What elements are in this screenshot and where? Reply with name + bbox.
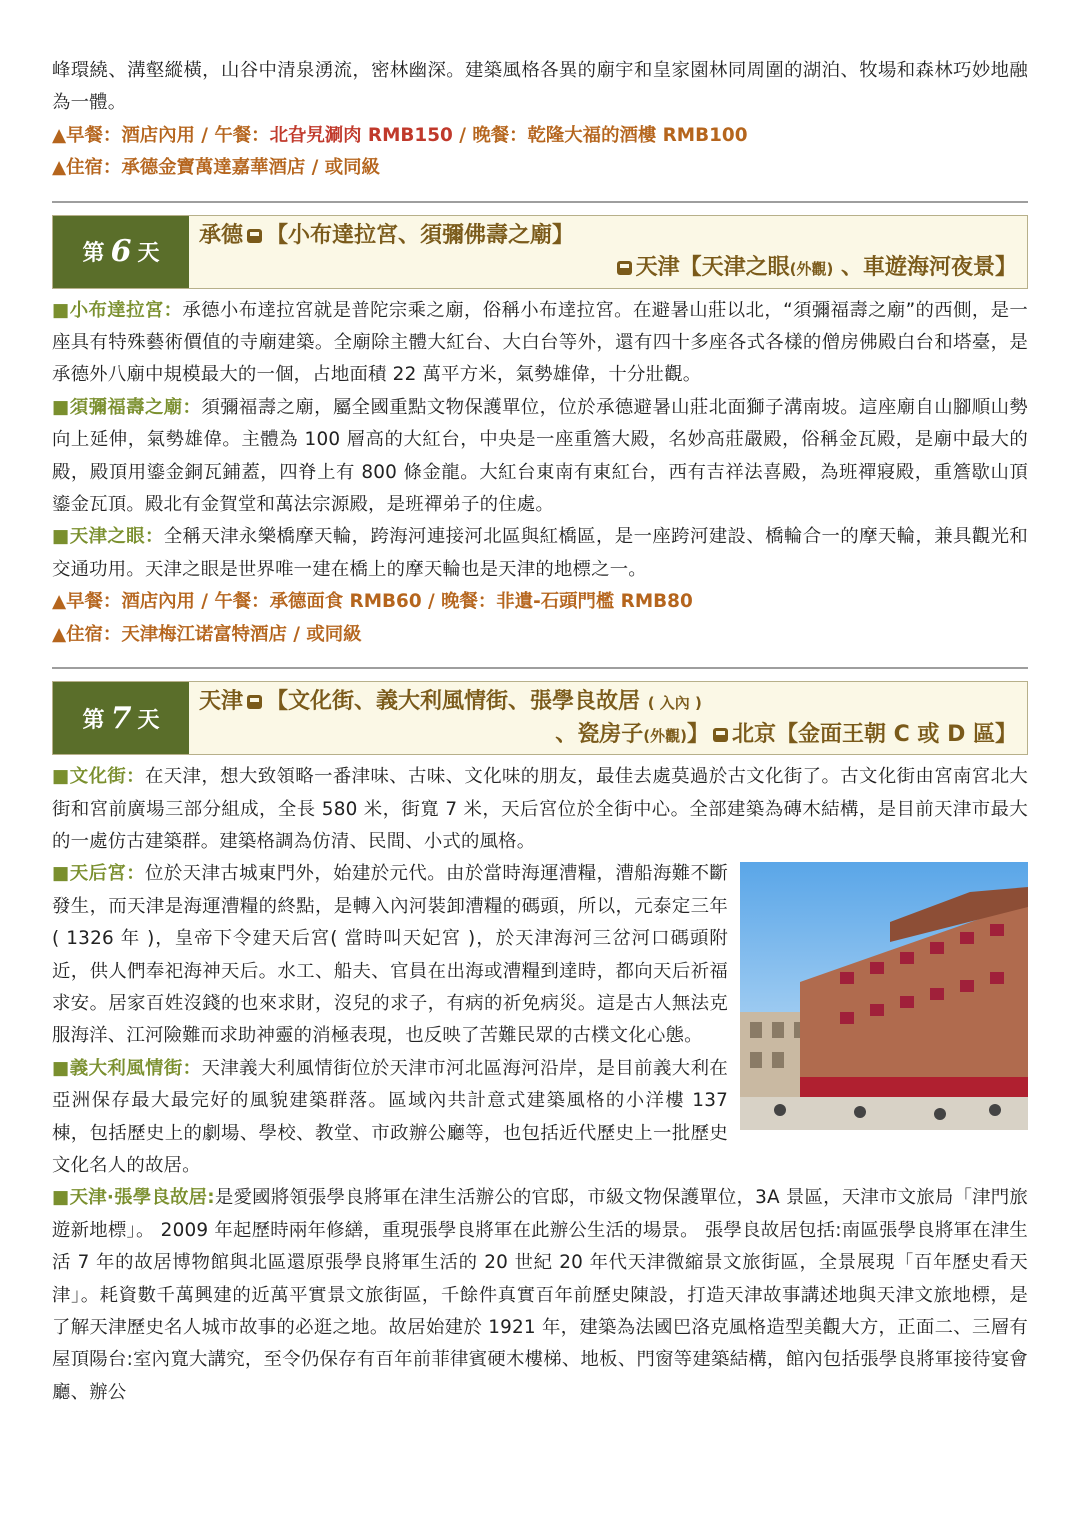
day7-title: 天津 【文化街、義大利風情街、張學良故居 ( 入內 ) 、瓷房子(外觀)】 北京【金面王朝 C 或 D 區】 bbox=[199, 689, 1017, 748]
lunch-highlight: 北旮旯涮肉 RMB150 bbox=[269, 124, 453, 146]
divider bbox=[52, 201, 1028, 203]
day7-item-zhang-residence: ■天津·張學良故居:是愛國將領張學良將軍在津生活辦公的官邸，市級文物保護單位，3A 景區，天津市文旅局「津門旅遊新地標」。 2009 年起歷時兩年修繕，重現張學良將軍在此辦公生活的場景。 張學良故居包括:南區張學良將軍在津生活 7 年的故居博物館與北區還原張學良將軍生活的 20 世紀 20 年代天津微縮景文旅街區，全景展現「百年歷史看天津」。耗資數千萬興建的近萬平實景文旅街區，千餘件真實百年前歷史陳設，打造天津故事講述地與天津文旅地標，是了解天津歷史名人城市故事的必逛之地。故居始建於 1921 年，建築為法國巴洛克風格造型美觀大方，正面二、三層有屋頂陽台:室內寬大講究，至令仍保存有百年前菲律賓硬木樓梯、地板、門窗等建築結構，館內包括張學良將軍接待宴會廳、辦公 bbox=[52, 1187, 1029, 1403]
day6-hotel: ▲住宿：天津梅江诺富特酒店 / 或同級 bbox=[52, 623, 362, 645]
itinerary-page bbox=[52, 55, 1028, 1409]
day6-item-xumi: ■須彌福壽之廟：須彌福壽之廟，屬全國重點文物保護單位，位於承德避暑山莊北面獅子溝南坡。這座廟自山腳順山勢向上延伸，氣勢雄偉。主體為 100 層高的大紅台，中央是一座重簷大殿，名妙高莊嚴殿，俗稱金瓦殿，是廟中最大的殿，殿頂用鎏金銅瓦鋪蓋，四脊上有 800 條金龍。大紅台東南有東紅台，西有吉祥法喜殿，為班禪寢殿，重簷歇山頂鎏金瓦頂。殿北有金賀堂和萬法宗源殿，是班禪弟子的住處。 bbox=[52, 396, 1028, 516]
day6-header bbox=[52, 215, 1028, 289]
italian-street-photo bbox=[740, 862, 1028, 1130]
intro-text: 峰環繞、溝壑縱橫，山谷中清泉湧流，密林幽深。建築風格各異的廟宇和皇家園林同周圍的湖泊、牧場和森林巧妙地融為一體。 bbox=[52, 60, 1028, 114]
bus-icon bbox=[247, 229, 262, 243]
bus-icon bbox=[713, 728, 728, 742]
day6-meals: ▲早餐：酒店內用 / 午餐：承德面食 RMB60 / 晚餐：非遺-石頭門檻 RMB80 bbox=[52, 591, 693, 613]
bus-icon bbox=[247, 695, 262, 709]
day7-header bbox=[52, 681, 1028, 755]
day6-title: 承德 【小布達拉宮、須彌佛壽之廟】 天津【天津之眼(外觀) 、車遊海河夜景】 bbox=[199, 222, 1017, 280]
day6-item-potala: ■小布達拉宮：承德小布達拉宮就是普陀宗乘之廟，俗稱小布達拉宮。在避暑山莊以北，“須彌福壽之廟”的西側，是一座具有特殊藝術價值的寺廟建築。全廟除主體大紅台、大白台等外，還有四十多座各式各樣的僧房佛殿白台和塔臺，是承德外八廟中規模最大的一個，占地面積 22 萬平方米，氣勢雄偉，十分壯觀。 bbox=[52, 299, 1028, 386]
day6-item-tianjin-eye: ■天津之眼：全稱天津永樂橋摩天輪，跨海河連接河北區與紅橋區，是一座跨河建設、橋輪合一的摩天輪，兼具觀光和交通功用。天津之眼是世界唯一建在橋上的摩天輪也是天津的地標之一。 bbox=[52, 526, 1029, 580]
day7-item-tianhou: ■天后宮：位於天津古城東門外，始建於元代。由於當時海運漕糧，漕船海難不斷發生，而天津是海運漕糧的終點，是轉入內河裝卸漕糧的碼頭，所以，元泰定三年( 1326 年 )，皇帝下令建天后宮( 當時叫天妃宮 )，於天津海河三岔河口碼頭附近，供人們奉祀海神天后。水工、船夫、官員在出海或漕糧到達時，都向天后祈福求安。居家百姓沒錢的也來求財，沒兒的求子，有病的祈免病災。這是古人無法克服海洋、江河險難而求助神靈的消極表現，也反映了苦難民眾的古樸文化心態。 bbox=[52, 863, 728, 1047]
day7-badge: 第 7 天 bbox=[53, 682, 189, 754]
day7-item-italian-street: ■義大利風情街：天津義大利風情街位於天津市河北區海河沿岸，是目前義大利在亞洲保存最大最完好的風貌建築群落。區域內共計意式建築風格的小洋樓 137 棟，包括歷史上的劇場、學校、教堂、市政辦公廳等，也包括近代歷史上一批歷史文化名人的故居。 bbox=[52, 1057, 728, 1176]
day7-item-culture-street: ■文化街：在天津，想大致領略一番津味、古味、文化味的朋友，最佳去處莫過於古文化街了。古文化街由宮南宮北大街和宮前廣場三部分組成，全長 580 米，街寬 7 米，天后宮位於全街中心。全部建築為磚木結構，是目前天津市最大的一處仿古建築群。建築格調為仿清、民間、小式的風格。 bbox=[52, 766, 1028, 852]
intro-hotel: ▲住宿：承德金寶萬達嘉華酒店 / 或同級 bbox=[52, 157, 380, 179]
divider bbox=[52, 667, 1028, 669]
intro-meals: ▲早餐：酒店內用 / 午餐：北旮旯涮肉 RMB150 / 晚餐：乾隆大福的酒樓 RMB100 bbox=[52, 124, 748, 146]
day6-badge: 第 6 天 bbox=[53, 216, 189, 288]
bus-icon bbox=[617, 261, 632, 275]
